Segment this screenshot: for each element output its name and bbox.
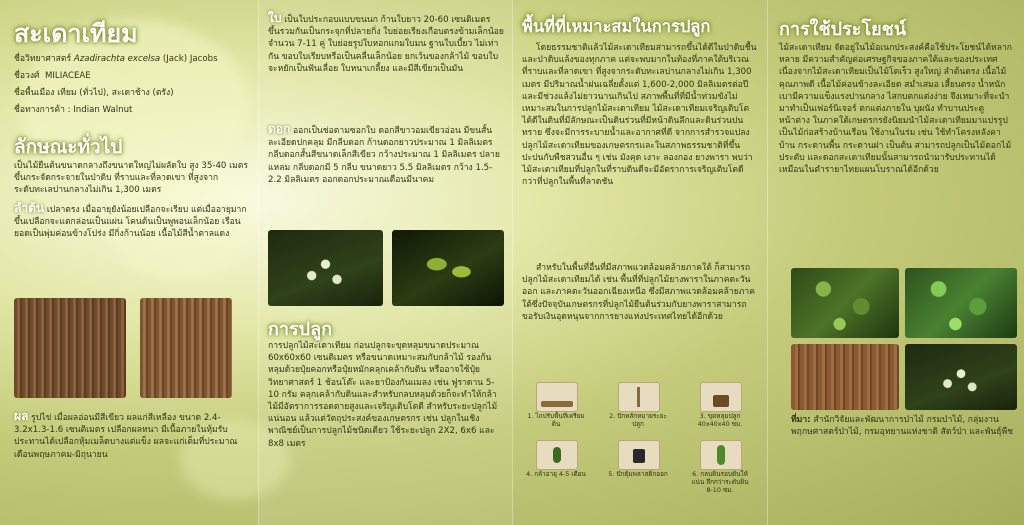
general-text: เป็นไม้ยืนต้นขนาดกลางถึงขนาดใหญ่ไม่ผลัดใบ สูง 35-40 เมตร ขึ้นกระจัดกระจายในป่าดิบ ที่ราบและที่ลาดเขา ที่สูงจากระดับทะเลปานกลางไม่เกิน 1,300 เมตร <box>14 161 248 196</box>
column-uses <box>767 0 1024 525</box>
family-label: ชื่อวงศ์ <box>14 71 40 81</box>
step-2-caption: 2. ปักหลักหมายระยะปลูก <box>609 412 667 428</box>
flower-photo <box>268 230 383 306</box>
foliage-photo-2 <box>905 268 1017 338</box>
planting-text: การปลูกไม้สะเดาเทียม ก่อนปลูกจะขุดหลุมขนาดประมาณ 60x60x60 เซนติเมตร หรือขนาดเหมาะสมกับกล้าไม้ รองก้นหลุมด้วยปุ๋ยคอกหรือปุ๋ยหมักคลุกเคล้ากับดิน หรืออาจใช้ปุ๋ยวิทยาศาสตร์ 1 ช้อนโต๊ะ และยาป้องกันแมลง เช่น ฟูราดาน 5-10 กรัม คลุกเคล้ากับดินและสำหรับกลบหลุมด้วยก็จะทำให้กล้าไม้มีอัตราการรอดตายสูงและเจริญเติบโตดี สำหรับระยะปลูกไม้แน่นอน แล้วแต่วัตถุประสงค์ของเกษตรกร เช่น ปลูกในเชิงพาณิชย์เป็นการปลูกไม้ชนิดเดียว ใช้ระยะปลูก 2X2, 6x6 และ 8x8 เมตร <box>268 341 498 449</box>
flower-keyword: ดอก <box>268 122 291 136</box>
column-suitable-area <box>512 0 767 525</box>
trunk-photo-1 <box>14 298 126 398</box>
step-5-caption: 5. ปักตุ้มพลาสติกออก <box>608 470 668 478</box>
sci-label: ชื่อวิทยาศาสตร์ <box>14 54 72 64</box>
fruit-photo <box>392 230 504 306</box>
general-heading: ลักษณะทั่วไป <box>14 136 123 158</box>
step-1-image <box>536 382 578 412</box>
step-4-image <box>536 440 578 470</box>
step-5-image <box>618 440 660 470</box>
trade-name-line: ชื่อทางการค้า : Indian Walnut <box>14 105 133 115</box>
planting-heading: การปลูก <box>268 319 333 340</box>
source-note <box>791 414 1017 438</box>
step-2-image <box>618 382 660 412</box>
flower-paragraph <box>268 123 504 186</box>
step-1-caption: 1. ไถปรับพื้นที่เตรียมดิน <box>527 412 585 428</box>
trunk-keyword: ลำต้น <box>14 201 45 215</box>
suitable-area-heading: พื้นที่ที่เหมาะสมในการปลูก <box>522 17 711 36</box>
suitable-area-para1: โดยธรรมชาติแล้วไม้สะเดาเทียมสามารถขึ้นได้ดีในป่าดิบชื้นและป่าดิบแล้งของทุกภาค แต่จะพบมากในท้องที่ภาคใต้บริเวณที่ราบและที่ลาดเขา ที่สูงจากระดับทะเลปานกลางไม่เกิน 1,300 เมตร มีปริมาณน้ำฝนเฉลี่ยตั้งแต่ 1,600-2,000 มิลลิเมตรต่อปี และมีช่วงแล้งไม่ยาวนานเกินไป สภาพพื้นที่ที่มีน้ำท่วมขังไม่เหมาะสมในการปลูกไม้สะเดาเทียม ไม้สะเดาเทียมเจริญเติบโตได้ดีในดินที่มีลักษณะเป็นดินร่วนที่มีหน้าดินลึกและดินร่วนปนทราย ซึ่งจะมีการระบายน้ำและอากาศที่ดี จากการสำรวจแปลงปลูกไม้สะเดาเทียมของเกษตรกรและในสภาพธรรมชาติที่ขึ้นปะปนกับพืชสวนอื่น ๆ เช่น มังคุด เงาะ ลองกอง ยางพารา พบว่าไม้สะเดาเทียมที่ปลูกในที่ราบดินดีจะมีอัตราการเจริญเติบโตดีกว่าที่ปลูกในพื้นที่ลาดชัน <box>522 43 757 188</box>
trunk-text: เปลาตรง เมื่ออายุยังน้อยเปลือกจะเรียบ แต่เมื่ออายุมากขึ้นเปลือกจะแตกล่อนเป็นแผ่น โคนต้นเป็นพูพอนเล็กน้อย เรือนยอดเป็นพุ่มค่อนข้างโปร่ง มีกิ่งก้านน้อย เนื้อไม้สีน้ำตาลแดง <box>14 205 247 240</box>
fruit-paragraph <box>14 410 250 461</box>
step-3-caption: 3. ขุดหลุมปลูก 40x40x40 ซม. <box>697 412 743 428</box>
column-botany <box>258 0 512 525</box>
family-line <box>14 70 254 82</box>
leaf-text: เป็นใบประกอบแบบขนนก ก้านใบยาว 20-60 เซนติเมตร ขึ้นรวมกันเป็นกระจุกที่ปลายกิ่ง ใบย่อยเรียงเกือบตรงข้ามเล็กน้อย จำนวน 7-11 คู่ ใบย่อยรูปใบหอกแกมใบมน ฐานใบเบี้ยว ไม่เท่ากัน ขอบใบเรียบหรือเป็นคลื่นเล็กน้อย ยกเว้นของกล้าไม้ ขอบใบจะหยักเป็นฟันเลื่อย ใบหนาเกลี้ยง และมีสีเขียวเป็นมัน <box>268 15 504 74</box>
trunk-paragraph <box>14 202 250 241</box>
suitable-area-para2: สำหรับในพื้นที่อื่นที่มีสภาพแวดล้อมคล้ายภาคใต้ ก็สามารถปลูกไม้สะเดาเทียมได้ เช่น พื้นที่ที่ปลูกไม้ยางพาราในภาคตะวันออก และภาคตะวันออกเฉียงเหนือ ซึ่งมีสภาพแวดล้อมคล้ายภาคใต้ซึ่งปัจจุบันเกษตรกรที่ปลูกไม้ยืนต้นร่วมกับยางพาราสามารถขอรับเงินอุดหนุนจากการยางแห่งประเทศไทยได้อีกด้วย <box>522 263 755 322</box>
fruit-keyword: ผล <box>14 409 29 423</box>
scientific-name-line <box>14 53 254 65</box>
step-3-image <box>700 382 742 412</box>
step-4-caption: 4. กล้าอายุ 4-5 เดือน <box>526 470 586 478</box>
uses-heading: การใช้ประโยชน์ <box>779 19 907 40</box>
sci-author: (Jack) Jacobs <box>162 54 218 64</box>
step-6-caption: 6. กลบดินรอบต้นให้แน่น ลึกกว่าระดับดิน 8-10 ซม. <box>691 470 749 494</box>
column-identity <box>0 0 258 525</box>
sci-name: Azadirachta excelsa <box>73 54 161 64</box>
leaf-keyword: ใบ <box>268 11 282 25</box>
family-name: MILIACEAE <box>44 71 91 81</box>
trunk-photo-2 <box>140 298 232 398</box>
flower-cluster-photo <box>905 344 1017 410</box>
uses-text: ไม้สะเดาเทียม จัดอยู่ในไม้อเนกประสงค์คือใช้ประโยชน์ได้หลากหลาย มีความสำคัญต่อเศรษฐกิจของภาคใต้และของประเทศ เนื่องจากไม้สะเดาเทียมเป็นไม้โตเร็ว สูงใหญ่ ลำต้นตรง เนื้อไม้คุณภาพดี เนื้อไม้ค่อนข้างละเอียด สม่ำเสมอ เสี้ยนตรง น้ำหนักเบามีความแข็งแรงปานกลาง ไสกบตกแต่งง่าย จึงเหมาะที่จะนำมาทำเป็นเฟอร์นิเจอร์ ตกแต่งภายใน บุผนัง ทำบานประตู หน้าต่าง ในภาคใต้เกษตรกรยังนิยมนำไม้สะเดาเทียมมาแปรรูปเป็นไม้ก่อสร้างบ้านเรือน ใช้งานในร่ม เช่น ใช้ทำโครงหลังคาบ้าน กระดานพื้น กระดานฝา เป็นต้น สามารถปลูกเป็นไม้ดอกไม้ประดับ และดอกสะเดาเทียมนั้นสามารถนำมารับประทานได้เหมือนในตำรายาไทยแผนโบราณได้อีกด้วย <box>779 43 1012 176</box>
local-name-line: ชื่อพื้นเมือง เทียม (ทั่วไป), สะเดาช้าง (ตรัง) <box>14 88 174 98</box>
flower-text: ออกเป็นช่อตามซอกใบ ดอกสีขาวอมเขียวอ่อน มีขนสั้นละเอียดปกคลุม มีกลีบดอก ก้านดอกยาวประมาณ 1 มิลลิเมตร กลีบดอกสั้นสีขนาดเล็กสีเขียว กว้างประมาณ 1 มิลลิเมตร ปลายแหลม กลีบดอกมี 5 กลีบ ขนาดยาว 5.5 มิลลิเมตร กว้าง 1.5-2.2 มิลลิเมตร ออกดอกประมาณเดือนมีนาคม <box>268 126 500 185</box>
source-text: สำนักวิจัยและพัฒนาการป่าไม้ กรมป่าไม้, กลุ่มงานพฤกษศาสตร์ป่าไม้, กรมอุทยานแห่งชาติ สัตว์ป่า และพันธุ์พืช <box>791 415 1013 438</box>
step-6-image <box>700 440 742 470</box>
foliage-photo-1 <box>791 268 899 338</box>
source-label: ที่มา: <box>791 415 811 425</box>
leaf-paragraph <box>268 12 504 75</box>
tree-trunk-photo <box>791 344 899 410</box>
page-title: สะเดาเทียม <box>14 19 138 48</box>
fruit-text: รูปไข่ เมื่อผลอ่อนมีสีเขียว ผลแก่สีเหลือง ขนาด 2.4-3.2x1.3-1.6 เซนติเมตร เปลือกผลหนา มีเนื้อภายในหุ้มรับประทานได้เปลือกหุ้มเมล็ดบางแต่แข็ง ผลจะแก่เต็มที่ประมาณเดือนพฤษภาคม-มิถุนายน <box>14 413 238 460</box>
